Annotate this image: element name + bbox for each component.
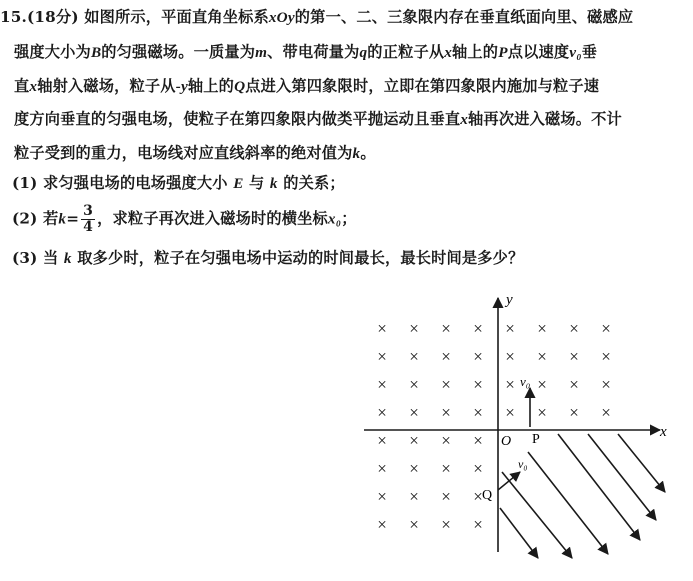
symbol-neg-y: -y [175, 78, 188, 95]
text-segment: 与 [249, 174, 265, 192]
field-cross: × [409, 375, 419, 394]
equals-sign: = [66, 209, 80, 228]
text-segment: 如图所示，平面直角坐标系 [84, 8, 269, 26]
field-cross: × [409, 403, 419, 422]
field-line [500, 508, 538, 558]
problem-line-3 [14, 75, 599, 96]
symbol-k: k [58, 210, 67, 228]
text-segment: 轴再次进入磁场。不计 [468, 110, 622, 128]
field-cross: × [441, 515, 451, 534]
text-segment: 粒子受到的重力，电场线对应直线斜率的绝对值为 [14, 144, 353, 162]
symbol-k: k [352, 145, 361, 162]
field-cross: × [441, 375, 451, 394]
symbol-m: m [255, 44, 268, 61]
field-cross: × [473, 515, 483, 534]
problem-number: 15. [0, 8, 28, 26]
field-cross: × [409, 319, 419, 338]
field-cross: × [473, 487, 483, 506]
origin-label: O [501, 434, 512, 449]
fraction-denominator: 4 [83, 219, 94, 235]
field-cross: × [377, 403, 387, 422]
y-axis-label: y [506, 292, 513, 308]
coordinate-system-label: xOy [268, 9, 295, 26]
question-2 [12, 204, 357, 235]
physics-figure [360, 282, 680, 578]
symbol-k: k [63, 250, 72, 267]
symbol-x: x [29, 78, 38, 95]
field-cross: × [377, 487, 387, 506]
text-segment: 点以速度 [507, 43, 570, 61]
symbol-x0: x₀ [327, 210, 342, 228]
text-segment: 直 [14, 77, 30, 95]
field-cross: × [441, 459, 451, 478]
symbol-P: P [498, 44, 508, 61]
text-segment: 轴上的 [452, 43, 499, 61]
field-line [528, 452, 608, 554]
text-segment: (2) 若 [12, 209, 59, 228]
field-cross: × [569, 403, 579, 422]
text-segment: 强度大小为 [14, 43, 91, 61]
field-cross: × [505, 375, 515, 394]
point-q-label: Q [482, 488, 493, 503]
problem-score: (18分) [27, 8, 79, 26]
field-cross: × [569, 319, 579, 338]
velocity-label-p: v₀ [520, 374, 531, 389]
field-cross: × [569, 375, 579, 394]
field-cross: × [377, 319, 387, 338]
figure-svg [360, 282, 680, 574]
symbol-q: q [359, 44, 368, 61]
field-cross: × [409, 431, 419, 450]
fraction [81, 204, 95, 235]
field-cross: × [473, 375, 483, 394]
problem-line-5 [14, 142, 376, 163]
symbol-B: B [90, 44, 102, 61]
symbol-Q: Q [234, 78, 246, 95]
question-3 [12, 247, 523, 268]
field-cross: × [441, 487, 451, 506]
field-cross: × [409, 487, 419, 506]
field-cross: × [441, 319, 451, 338]
field-cross: × [473, 431, 483, 450]
text-segment: 。 [360, 144, 376, 162]
text-segment: 取多少时，粒子在匀强电场中运动的时间最长，最长时间是多少？ [77, 249, 524, 267]
symbol-x: x [444, 44, 453, 61]
text-segment: (1) 求匀强电场的电场强度大小 [12, 174, 228, 192]
symbol-x: x [460, 111, 469, 128]
velocity-label-q: v₀ [518, 457, 528, 471]
problem-line-2 [14, 41, 597, 62]
text-segment: 轴射入磁场，粒子从 [37, 77, 176, 95]
field-cross: × [601, 347, 611, 366]
field-line [618, 434, 665, 492]
field-cross: × [377, 375, 387, 394]
text-segment: 、带电荷量为 [267, 43, 360, 61]
text-segment: 的匀强磁场。一质量为 [101, 43, 256, 61]
field-cross: × [441, 431, 451, 450]
field-cross: × [537, 347, 547, 366]
field-cross: × [409, 515, 419, 534]
symbol-E: E [233, 175, 244, 192]
text-segment: 的正粒子从 [367, 43, 445, 61]
text-segment: (3) 当 [12, 249, 59, 267]
field-cross: × [537, 403, 547, 422]
text-segment: 的关系； [283, 174, 345, 192]
field-cross: × [569, 347, 579, 366]
field-cross: × [409, 459, 419, 478]
point-p-label: P [532, 432, 540, 447]
field-cross: × [505, 347, 515, 366]
text-segment: ，求粒子再次进入磁场时的横坐标 [97, 209, 328, 228]
field-cross: × [601, 403, 611, 422]
field-cross: × [601, 375, 611, 394]
field-cross: × [377, 431, 387, 450]
field-cross: × [537, 319, 547, 338]
fraction-numerator: 3 [83, 203, 94, 219]
electric-field-lines [500, 434, 665, 558]
problem-line-1 [0, 6, 633, 27]
text-segment: 度方向垂直的匀强电场，使粒子在第四象限内做类平抛运动且垂直 [14, 110, 461, 128]
text-segment: 轴上的 [187, 77, 235, 95]
field-cross: × [473, 459, 483, 478]
field-cross: × [377, 459, 387, 478]
symbol-v0: v₀ [569, 44, 582, 61]
field-cross: × [601, 319, 611, 338]
field-cross: × [473, 319, 483, 338]
symbol-k: k [269, 175, 278, 192]
field-cross: × [473, 403, 483, 422]
field-cross: × [441, 347, 451, 366]
field-cross: × [377, 347, 387, 366]
field-cross: × [377, 515, 387, 534]
text-segment: 的第一、二、三象限内存在垂直纸面向里、磁感应 [294, 8, 634, 26]
field-line [558, 434, 640, 540]
text-segment: 点进入第四象限时，立即在第四象限内施加与粒子速 [245, 77, 600, 95]
field-cross: × [441, 403, 451, 422]
x-axis-label: x [660, 424, 667, 440]
field-line [502, 472, 572, 558]
field-cross: × [505, 403, 515, 422]
question-1 [12, 172, 345, 193]
problem-line-4 [14, 108, 622, 129]
text-segment: 垂 [581, 43, 598, 61]
text-segment: ； [341, 209, 357, 228]
field-cross: × [505, 319, 515, 338]
field-cross: × [409, 347, 419, 366]
field-cross: × [537, 375, 547, 394]
field-line [588, 434, 656, 520]
field-cross: × [473, 347, 483, 366]
magnetic-field-crosses [377, 319, 611, 534]
